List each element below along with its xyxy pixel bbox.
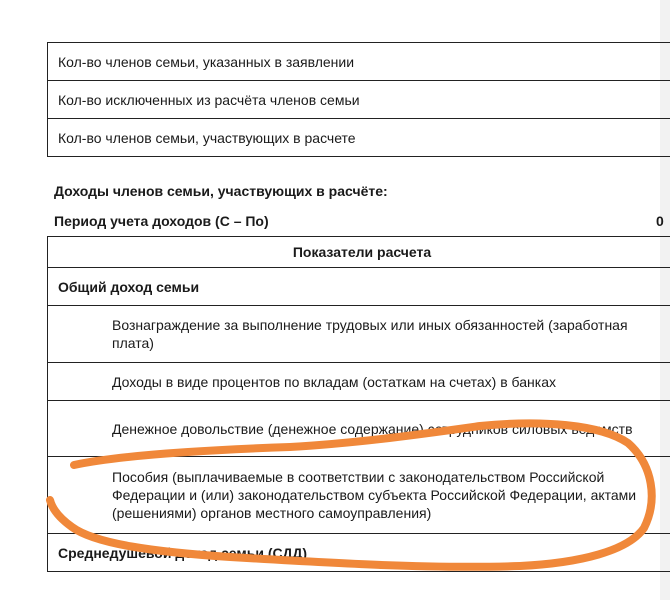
income-period-label: Период учета доходов (С – По) bbox=[54, 213, 269, 229]
benefits-cell: Пособия (выплачиваемые в соответствии с законодательством Российской Федерации и (или) законодательством субъекта Российской Федерации, актами (решениями) органов местного самоуправления) bbox=[48, 457, 670, 534]
members-excluded-cell: Кол-во исключенных из расчёта членов семьи bbox=[48, 81, 670, 119]
average-income-cell: Среднедушевой доход семьи (СДД) bbox=[48, 534, 670, 572]
indicators-header: Показатели расчета bbox=[48, 237, 670, 268]
wage-income-cell: Вознаграждение за выполнение трудовых или иных обязанностей (заработная плата) bbox=[48, 306, 670, 363]
members-stated-cell: Кол-во членов семьи, указанных в заявлении bbox=[48, 43, 670, 81]
hand-drawn-oval-annotation bbox=[50, 423, 652, 566]
security-allowance-cell: Денежное довольствие (денежное содержание) сотрудников силовых ведомств bbox=[48, 401, 670, 457]
income-section-title: Доходы членов семьи, участвующих в расчёте: bbox=[54, 183, 388, 199]
members-counted-cell: Кол-во членов семьи, участвующих в расчете bbox=[48, 119, 670, 157]
income-period-value: 0 bbox=[656, 213, 664, 229]
bank-interest-cell: Доходы в виде процентов по вкладам (остаткам на счетах) в банках bbox=[48, 363, 670, 401]
total-income-cell: Общий доход семьи bbox=[48, 268, 670, 306]
